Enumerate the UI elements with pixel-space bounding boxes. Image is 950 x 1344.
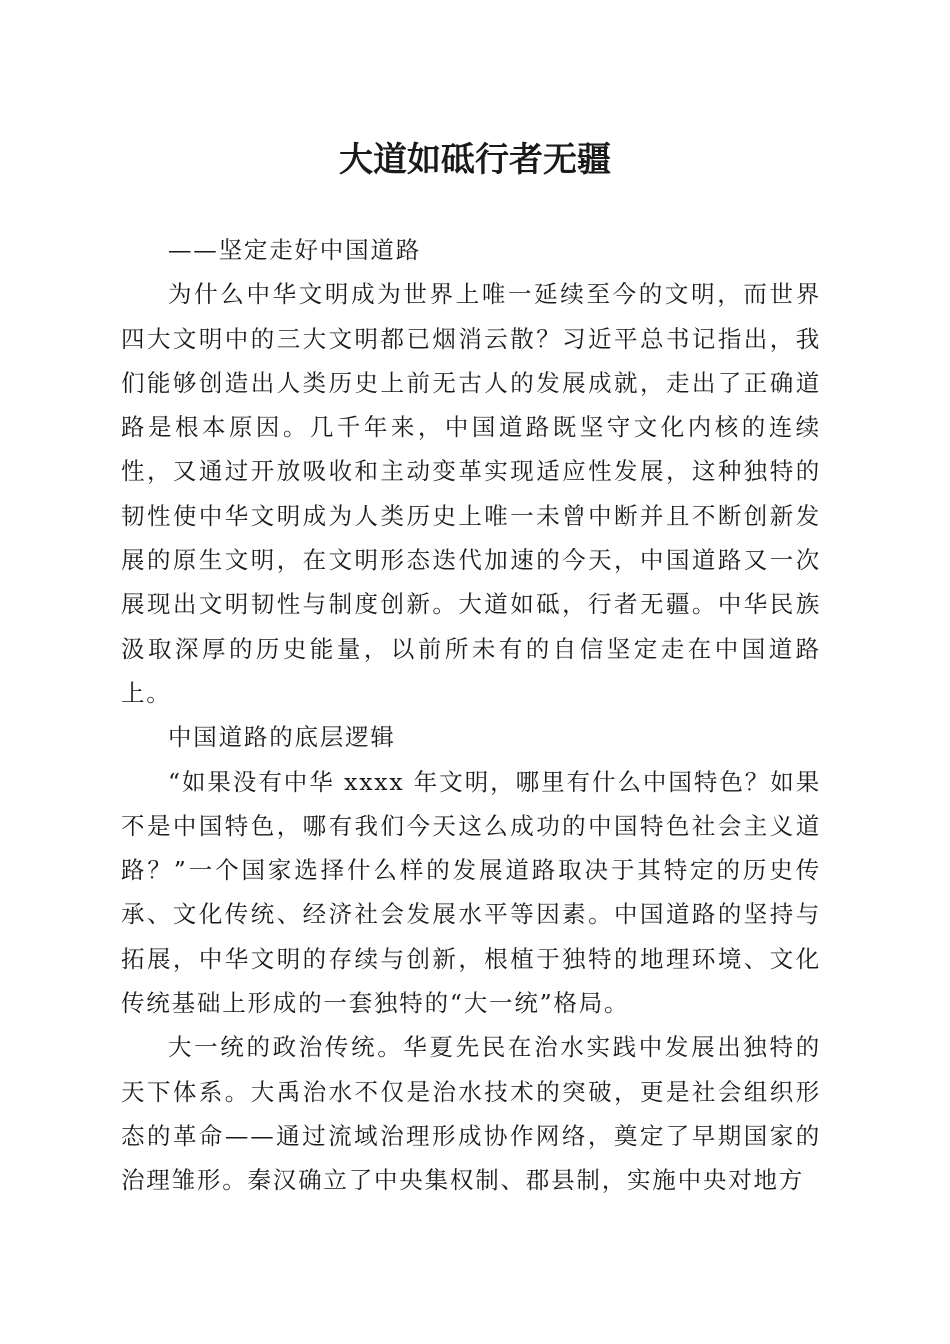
subtitle: ——坚定走好中国道路	[168, 236, 421, 264]
paragraph: “如果没有中华 xxxx 年文明，哪里有什么中国特色？如果不是中国特色，哪有我们今天这么成功的中国特色社会主义道路？”一个国家选择什么样的发展道路取决于其特定的历史传承、文化传统、经济社会发展水平等因素。中国道路的坚持与拓展，中华文明的存续与创新，根植于独特的地理环境、文化传统基础上形成的一套独特的“大一统”格局。	[121, 767, 821, 1018]
section-heading: 中国道路的底层逻辑	[168, 723, 396, 752]
document-title: 大道如砥行者无疆	[339, 140, 611, 180]
paragraph: 大一统的政治传统。华夏先民在治水实践中发展出独特的天下体系。大禹治水不仅是治水技术的突破，更是社会组织形态的革命——通过流域治理形成协作网络，奠定了早期国家的治理雏形。秦汉确立了中央集权制、郡县制，实施中央对地方	[121, 1033, 821, 1195]
paragraph: 为什么中华文明成为世界上唯一延续至今的文明，而世界四大文明中的三大文明都已烟消云散？习近平总书记指出，我们能够创造出人类历史上前无古人的发展成就，走出了正确道路是根本原因。几千年来，中国道路既坚守文化内核的连续性，又通过开放吸收和主动变革实现适应性发展，这种独特的韧性使中华文明成为人类历史上唯一未曾中断并且不断创新发展的原生文明，在文明形态迭代加速的今天，中国道路又一次展现出文明韧性与制度创新。大道如砥，行者无疆。中华民族汲取深厚的历史能量，以前所未有的自信坚定走在中国道路上。	[121, 280, 821, 707]
document-body	[121, 228, 821, 1203]
